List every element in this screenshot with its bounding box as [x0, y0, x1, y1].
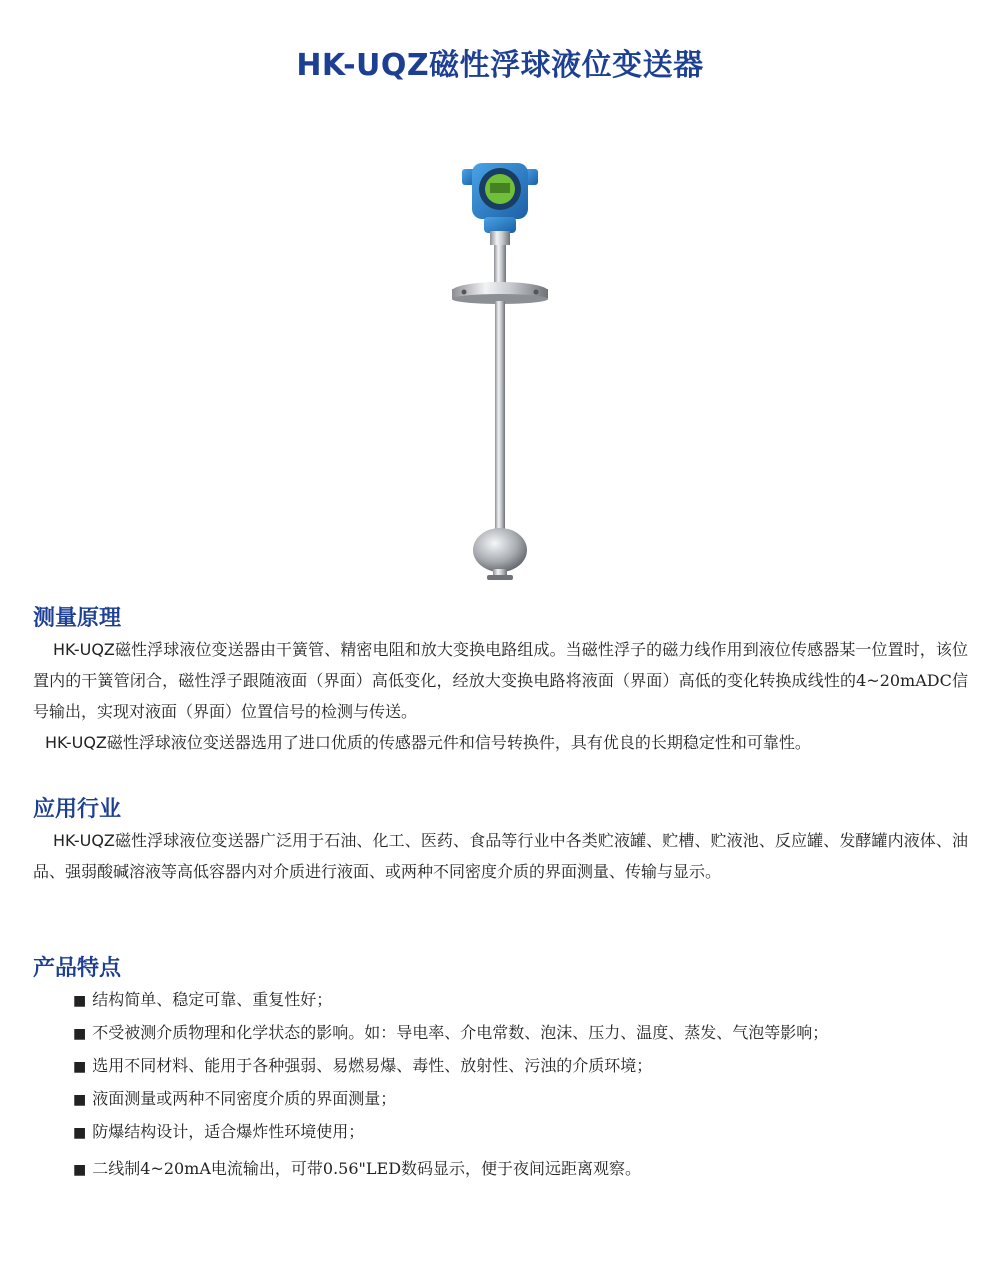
- float-level-transmitter-image: [440, 155, 560, 585]
- industry-paragraph: [33, 825, 968, 887]
- section-product-features: [33, 954, 968, 1186]
- guide-rod: [495, 301, 505, 529]
- feature-text: 不受被测介质物理和化学状态的影响。如：导电率、介电常数、泡沫、压力、温度、蒸发、气泡等影响；: [92, 1023, 829, 1042]
- section-application-industry: [33, 795, 968, 887]
- product-name: HK-UQZ磁性浮球液位变送器: [53, 831, 260, 850]
- paragraph-text: 广泛用于石油、化工、医药、食品等行业中各类贮液罐、贮槽、贮液池、反应罐、发酵罐内液体、油品、强弱酸碱溶液等高低容器内对介质进行液面、或两种不同密度介质的界面测量、传输与显示。: [33, 831, 968, 881]
- feature-list: [33, 984, 968, 1186]
- principle-paragraph-2: [33, 727, 968, 758]
- section-heading: 产品特点: [33, 956, 122, 981]
- feature-item: [33, 1050, 968, 1083]
- bullet-square-icon: ■: [73, 993, 87, 1009]
- bullet-square-icon: ■: [73, 1092, 87, 1108]
- paragraph-text: 选用了进口优质的传感器元件和信号转换件，具有优良的长期稳定性和可靠性。: [250, 733, 811, 752]
- bullet-square-icon: ■: [73, 1059, 87, 1075]
- page-title: HK-UQZ磁性浮球液位变送器: [296, 48, 704, 83]
- paragraph-text: 由干簧管、精密电阻和放大变换电路组成。当磁性浮子的磁力线作用到液位传感器某一位置时，该位置内的干簧管闭合，磁性浮子跟随液面（界面）高低变化，经放大变换电路将液面（界面）高低的变化转换成线性的4~20mADC信号输出，实现对液面（界面）位置信号的检测与传送。: [33, 640, 968, 721]
- bullet-square-icon: ■: [73, 1162, 87, 1178]
- feature-item: [33, 984, 968, 1017]
- bottom-stop: [487, 575, 513, 580]
- connector-nut: [490, 231, 510, 245]
- feature-text: 二线制4~20mA电流输出，可带0.56"LED数码显示，便于夜间远距离观察。: [92, 1159, 642, 1178]
- bullet-square-icon: ■: [73, 1125, 87, 1141]
- product-name: HK-UQZ磁性浮球液位变送器: [45, 733, 251, 752]
- feature-item: [33, 1017, 968, 1050]
- feature-text: 结构简单、稳定可靠、重复性好；: [92, 990, 333, 1009]
- section-measurement-principle: [33, 604, 968, 758]
- feature-item: [33, 1083, 968, 1116]
- feature-item: [33, 1153, 968, 1186]
- float-ball: [473, 528, 527, 572]
- bullet-square-icon: ■: [73, 1026, 87, 1042]
- principle-paragraph-1: [33, 634, 968, 727]
- product-name: HK-UQZ磁性浮球液位变送器: [53, 640, 260, 659]
- section-heading: 应用行业: [33, 797, 122, 822]
- feature-text: 防爆结构设计，适合爆炸性环境使用；: [92, 1122, 365, 1141]
- feature-item: [33, 1116, 968, 1149]
- feature-text: 液面测量或两种不同密度介质的界面测量；: [92, 1089, 397, 1108]
- feature-text: 选用不同材料、能用于各种强弱、易燃易爆、毒性、放射性、污浊的介质环境；: [92, 1056, 653, 1075]
- section-heading: 测量原理: [33, 606, 122, 631]
